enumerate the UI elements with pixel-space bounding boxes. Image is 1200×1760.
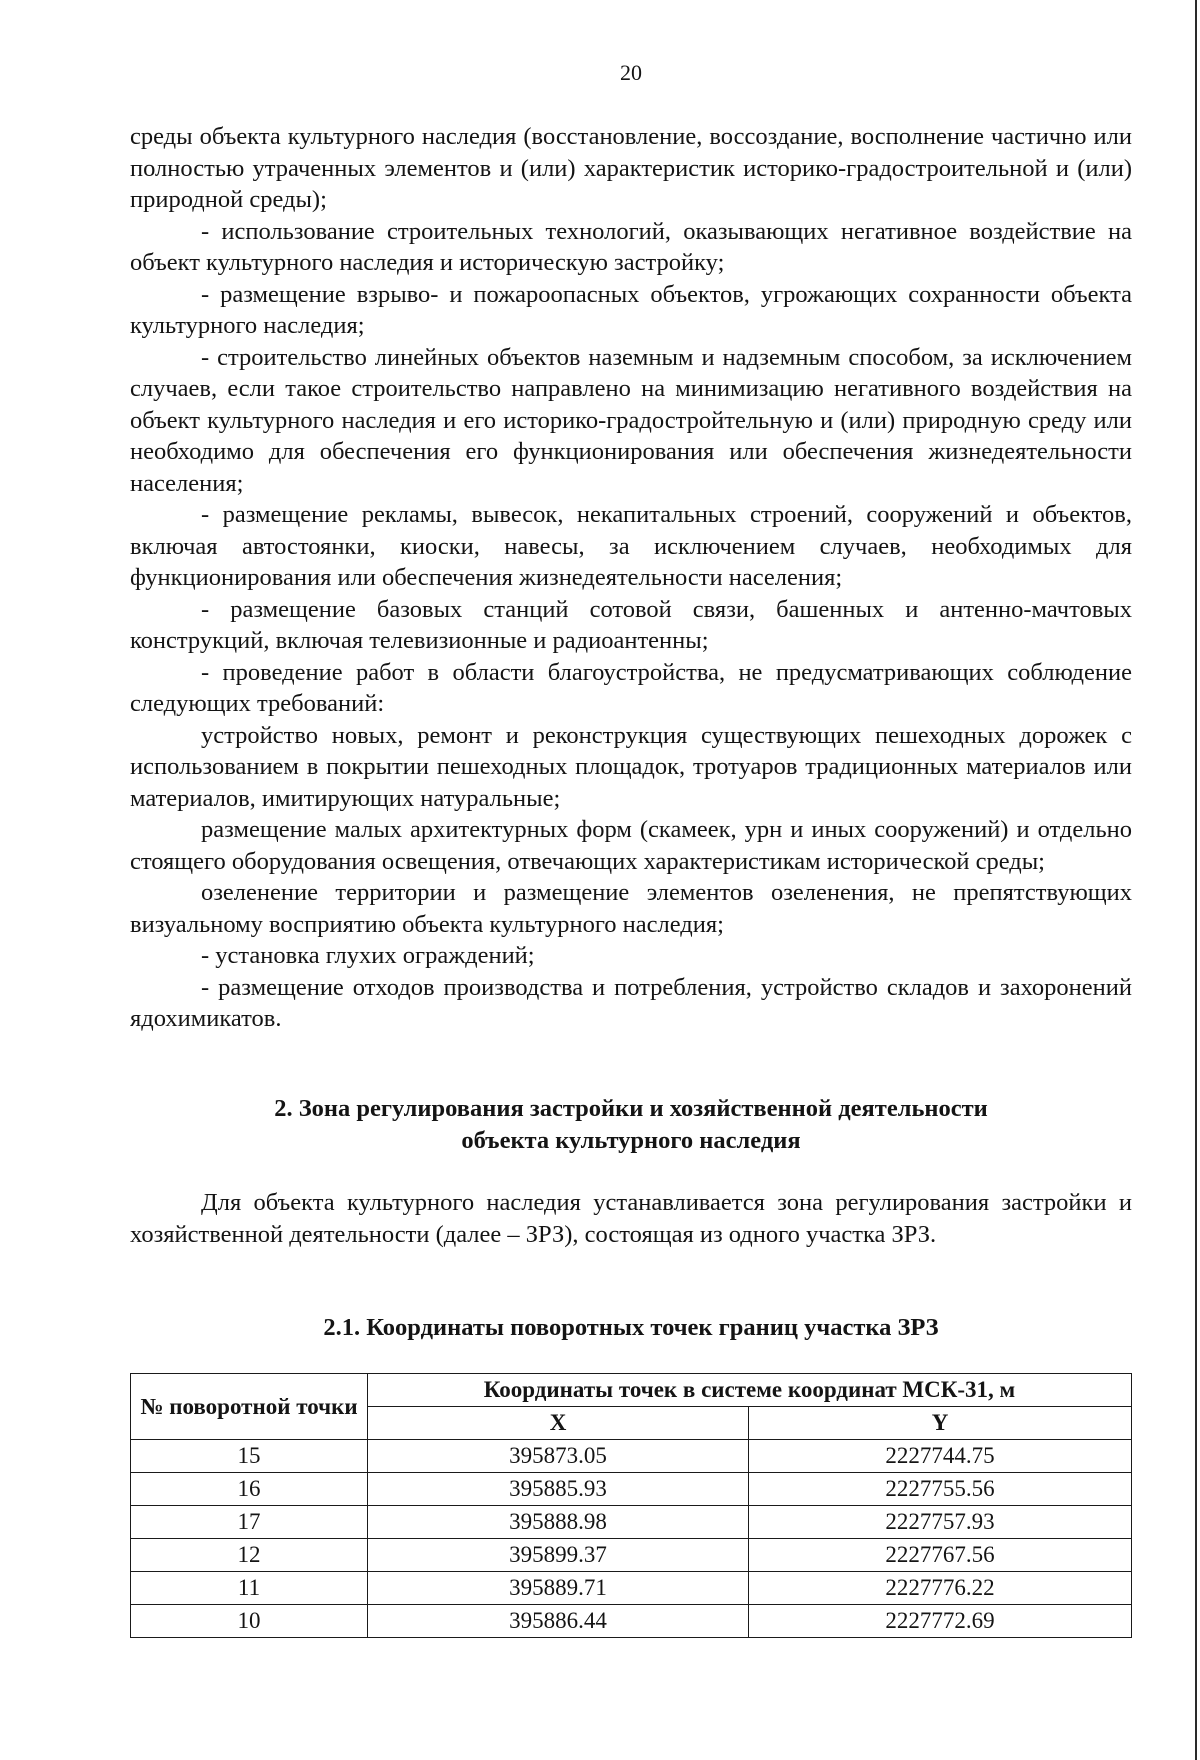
paragraph: устройство новых, ремонт и реконструкция существующих пешеходных дорожек с использованием в покрытии пешеходных площадок, тротуаров традиционных материалов или материалов, имитирующих натуральные; <box>130 721 1132 812</box>
paragraph: - установка глухих ограждений; <box>201 942 535 969</box>
page-number: 20 <box>620 60 642 85</box>
y-header: Y <box>749 1407 1132 1440</box>
y-cell: 2227767.56 <box>749 1539 1132 1572</box>
paragraph: - размещение рекламы, вывесок, некапитальных строений, сооружений и объектов, включая автостоянки, киоски, навесы, за исключением случаев, необходимых для функционирования или обеспечения жизнедеятельности населения; <box>130 501 1132 591</box>
paragraph: озеленение территории и размещение элементов озеленения, не препятствующих визуальному восприятию объекта культурного наследия; <box>130 879 1132 938</box>
coordinates-header: Координаты точек в системе координат МСК-31, м <box>368 1374 1132 1407</box>
y-cell: 2227755.56 <box>749 1473 1132 1506</box>
x-header: X <box>368 1407 749 1440</box>
paragraph: - размещение базовых станций сотовой связи, башенных и антенно-мачтовых конструкций, включая телевизионные и радиоантенны; <box>130 595 1132 654</box>
table-row <box>131 1440 1132 1473</box>
section-heading-line1: 2. Зона регулирования застройки и хозяйственной деятельности <box>274 1095 988 1122</box>
point-cell: 17 <box>131 1506 368 1539</box>
point-number-header: № поворотной точки <box>131 1374 368 1440</box>
y-cell: 2227772.69 <box>749 1605 1132 1638</box>
paragraph: - размещение взрыво- и пожароопасных объектов, угрожающих сохранности объекта культурного наследия; <box>130 280 1132 339</box>
table-row <box>131 1539 1132 1572</box>
point-cell: 12 <box>131 1539 368 1572</box>
table-title: 2.1. Координаты поворотных точек границ участка ЗРЗ <box>323 1314 939 1341</box>
y-cell: 2227757.93 <box>749 1506 1132 1539</box>
table-row <box>131 1506 1132 1539</box>
paragraph: среды объекта культурного наследия (восстановление, воссоздание, восполнение частично или полностью утраченных элементов и (или) характеристик историко-градостроительной и (или) природной среды); <box>130 123 1132 213</box>
x-cell: 395885.93 <box>368 1473 749 1506</box>
coordinates-table <box>130 1373 1132 1638</box>
x-cell: 395886.44 <box>368 1605 749 1638</box>
paragraph: размещение малых архитектурных форм (скамеек, урн и иных сооружений) и отдельно стоящего оборудования освещения, отвечающих характеристикам исторической среды; <box>130 816 1132 875</box>
table-row <box>131 1605 1132 1638</box>
point-cell: 10 <box>131 1605 368 1638</box>
y-cell: 2227744.75 <box>749 1440 1132 1473</box>
restrictions-text <box>130 121 1132 1035</box>
point-cell: 15 <box>131 1440 368 1473</box>
paragraph: - размещение отходов производства и потребления, устройство складов и захоронений ядохимикатов. <box>130 973 1132 1032</box>
x-cell: 395873.05 <box>368 1440 749 1473</box>
table-row <box>131 1572 1132 1605</box>
page-edge-shadow <box>1195 0 1197 1760</box>
point-cell: 11 <box>131 1572 368 1605</box>
x-cell: 395899.37 <box>368 1539 749 1572</box>
section-intro: Для объекта культурного наследия устанавливается зона регулирования застройки и хозяйственной деятельности (далее – ЗРЗ), состоящая из одного участка ЗРЗ. <box>130 1189 1132 1248</box>
paragraph: - использование строительных технологий, оказывающих негативное воздействие на объект культурного наследия и историческую застройку; <box>130 217 1132 276</box>
section-heading <box>130 1093 1132 1156</box>
paragraph: - строительство линейных объектов наземным и надземным способом, за исключением случаев, если такое строительство направлено на минимизацию негативного воздействия на объект культурного наследия и его историко-градостройтельную и (или) природную среду или необходимо для обеспечения его функционирования или обеспечения жизнедеятельности населения; <box>130 343 1132 497</box>
x-cell: 395889.71 <box>368 1572 749 1605</box>
table-row <box>131 1473 1132 1506</box>
x-cell: 395888.98 <box>368 1506 749 1539</box>
point-cell: 16 <box>131 1473 368 1506</box>
section-heading-line2: объекта культурного наследия <box>461 1126 801 1154</box>
y-cell: 2227776.22 <box>749 1572 1132 1605</box>
paragraph: - проведение работ в области благоустройства, не предусматривающих соблюдение следующих требований: <box>130 658 1132 717</box>
